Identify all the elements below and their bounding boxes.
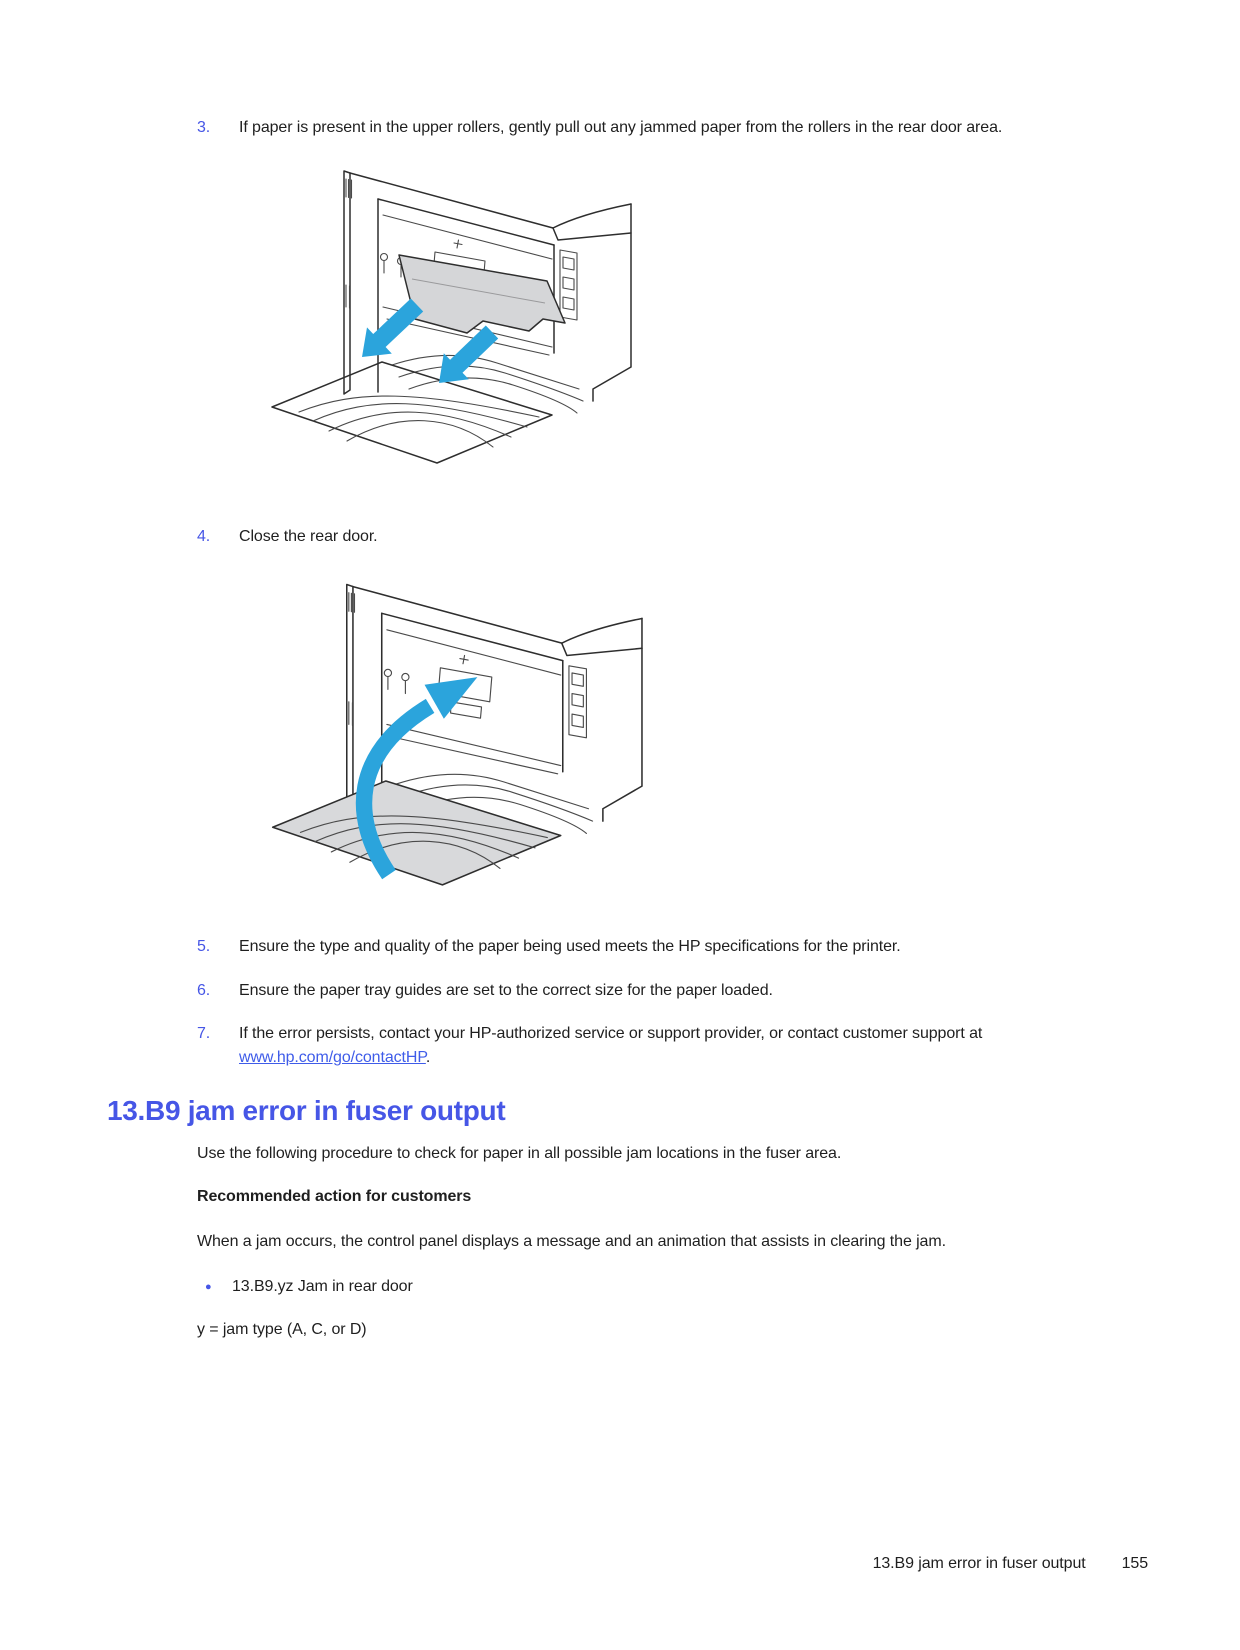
printer-line-art: [273, 585, 642, 885]
jam-code-list-item: [205, 1275, 1240, 1299]
recommended-action-subheading: Recommended action for customers: [197, 1188, 472, 1205]
step-5-number: 5.: [197, 938, 211, 955]
section-heading: 13.B9 jam error in fuser output: [107, 1095, 506, 1126]
step-3-text: If paper is present in the upper rollers, gently pull out any jammed paper from the rollers in the rear door area.: [239, 119, 1003, 136]
printer-rear-close-door-figure: [247, 570, 643, 886]
step-3: [197, 116, 1240, 140]
footer-section-title: 13.B9 jam error in fuser output: [872, 1555, 1086, 1572]
step-4-number: 4.: [197, 528, 211, 545]
step-6-text: Ensure the paper tray guides are set to the correct size for the paper loaded.: [239, 982, 773, 999]
contact-hp-link[interactable]: www.hp.com/go/contactHP: [239, 1049, 426, 1066]
section-intro: Use the following procedure to check for paper in all possible jam locations in the fuser area.: [197, 1145, 842, 1162]
step-7-text: [239, 1022, 1029, 1070]
step-6-number: 6.: [197, 982, 211, 999]
step-5-text: Ensure the type and quality of the paper being used meets the HP specifications for the printer.: [239, 938, 901, 955]
step-7-text-before-link: If the error persists, contact your HP-authorized service or support provider, or contact customer support at: [239, 1025, 983, 1042]
step-4: [197, 525, 1240, 549]
jam-type-note: y = jam type (A, C, or D): [197, 1321, 367, 1338]
bullet-dot-icon: ●: [205, 1281, 212, 1293]
footer-page-number: 155: [1121, 1555, 1148, 1572]
step-7: [197, 1022, 1240, 1070]
printer-rear-remove-jam-figure: [247, 157, 632, 464]
jammed-paper-shape: [399, 255, 565, 333]
figure-remove-jam: [247, 157, 1240, 464]
step-3-number: 3.: [197, 119, 211, 136]
step-6: [197, 979, 1240, 1003]
step-7-text-after-link: .: [425, 1049, 431, 1066]
step-7-number: 7.: [197, 1025, 211, 1042]
figure-close-door: [247, 570, 1240, 886]
step-5: [197, 935, 1240, 959]
step-4-text: Close the rear door.: [239, 528, 378, 545]
page-footer: [873, 1552, 1148, 1576]
jam-code-text: 13.B9.yz Jam in rear door: [232, 1278, 413, 1295]
jam-explanation-paragraph: When a jam occurs, the control panel displays a message and an animation that assists in clearing the jam.: [197, 1233, 946, 1250]
